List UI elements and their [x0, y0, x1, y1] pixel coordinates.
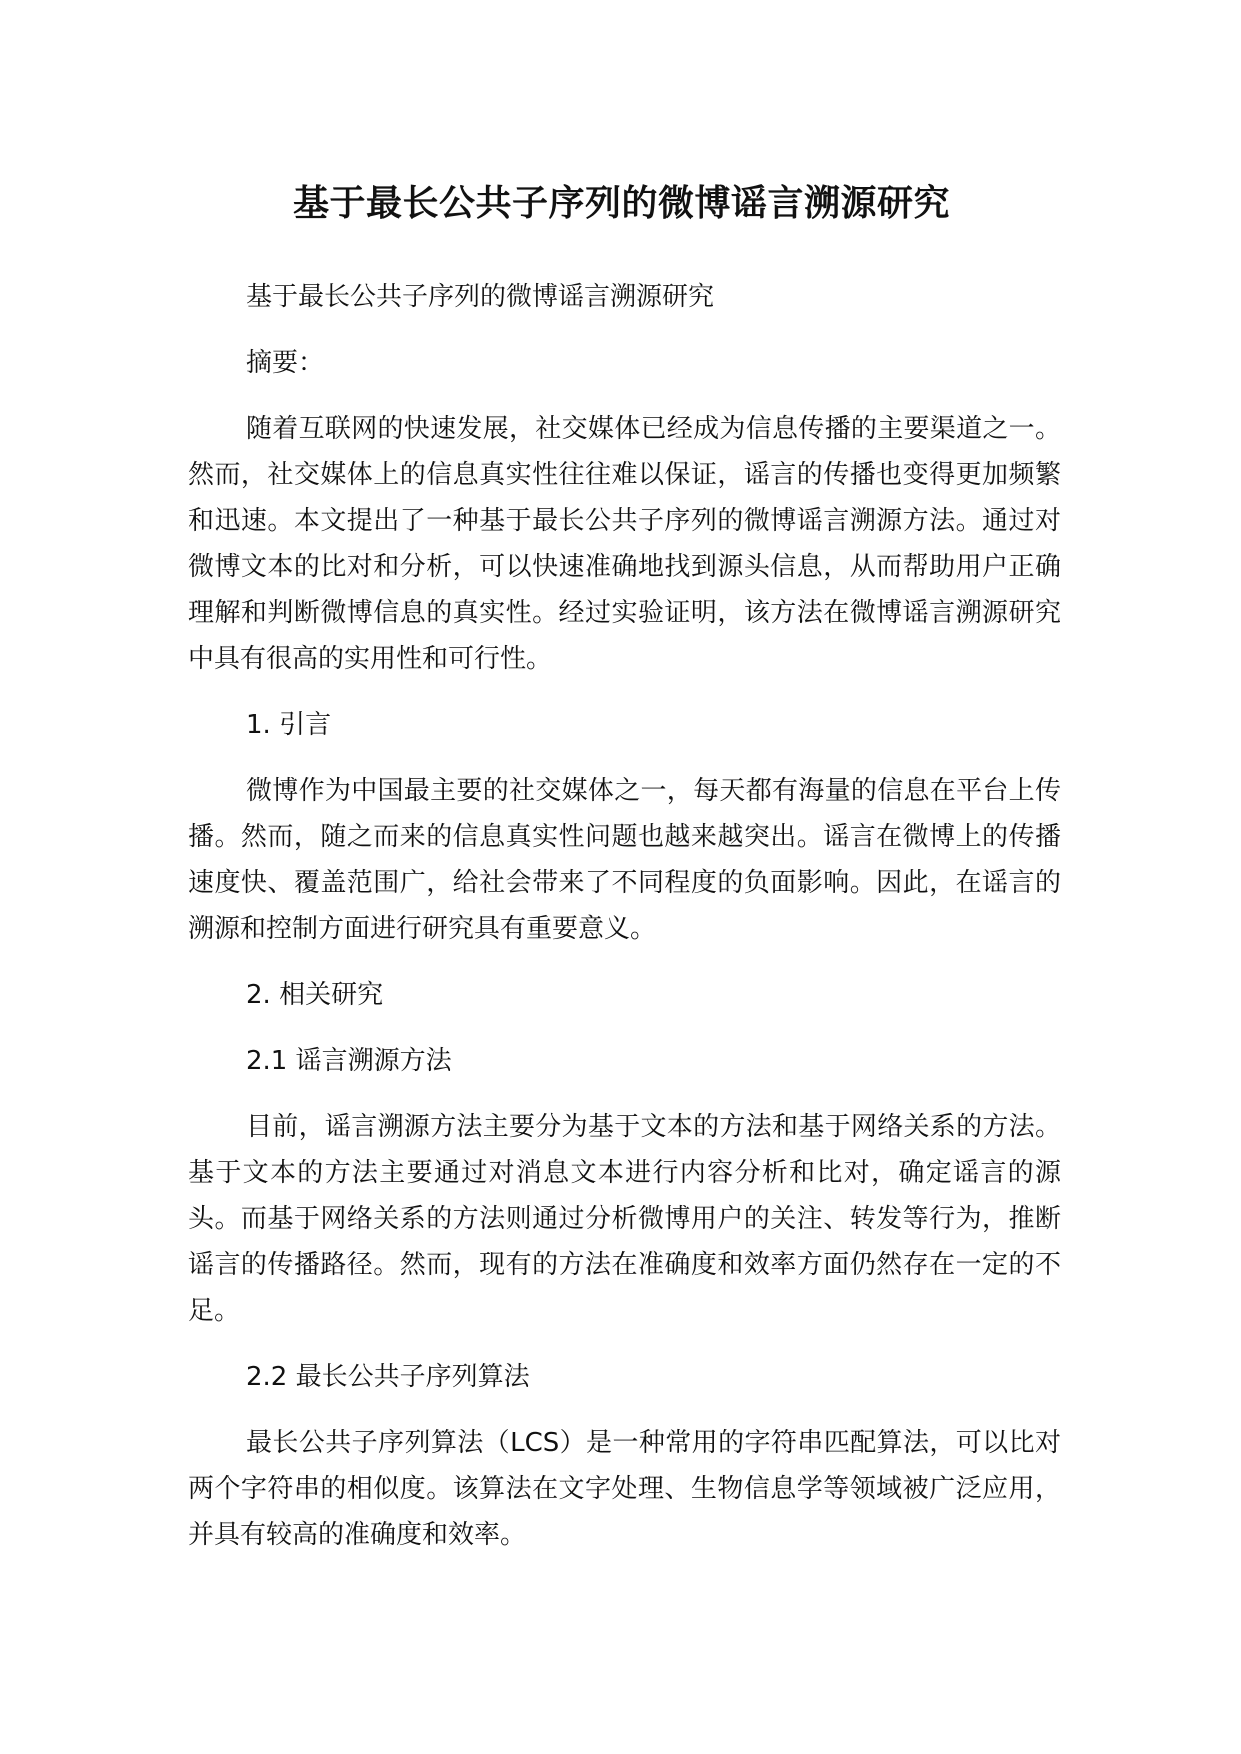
- section-2-1-text: 目前，谣言溯源方法主要分为基于文本的方法和基于网络关系的方法。基于文本的方法主要通过对消息文本进行内容分析和比对，确定谣言的源头。而基于网络关系的方法则通过分析微博用户的关注、转发等行为，推断谣言的传播路径。然而，现有的方法在准确度和效率方面仍然存在一定的不足。: [188, 1112, 1061, 1326]
- document-title: [188, 180, 1061, 228]
- section-2-2-text: 最长公共子序列算法（LCS）是一种常用的字符串匹配算法，可以比对两个字符串的相似度。该算法在文字处理、生物信息学等领域被广泛应用，并具有较高的准确度和效率。: [188, 1428, 1061, 1550]
- section-2-2-heading: 2.2 最长公共子序列算法: [246, 1362, 530, 1392]
- section-1-heading: 1. 引言: [246, 710, 332, 740]
- section-1-text: 微博作为中国最主要的社交媒体之一，每天都有海量的信息在平台上传播。然而，随之而来的信息真实性问题也越来越突出。谣言在微博上的传播速度快、覆盖范围广，给社会带来了不同程度的负面影响。因此，在谣言的溯源和控制方面进行研究具有重要意义。: [188, 776, 1061, 944]
- abstract-text: 随着互联网的快速发展，社交媒体已经成为信息传播的主要渠道之一。然而，社交媒体上的信息真实性往往难以保证，谣言的传播也变得更加频繁和迅速。本文提出了一种基于最长公共子序列的微博谣言溯源方法。通过对微博文本的比对和分析，可以快速准确地找到源头信息，从而帮助用户正确理解和判断微博信息的真实性。经过实验证明，该方法在微博谣言溯源研究中具有很高的实用性和可行性。: [188, 414, 1061, 674]
- subtitle-line: 基于最长公共子序列的微博谣言溯源研究: [246, 282, 715, 312]
- abstract-label: 摘要：: [246, 348, 325, 378]
- document-title-text: 基于最长公共子序列的微博谣言溯源研究: [292, 183, 950, 224]
- section-2-heading: 2. 相关研究: [246, 980, 384, 1010]
- section-2-1-heading: 2.1 谣言溯源方法: [246, 1046, 452, 1076]
